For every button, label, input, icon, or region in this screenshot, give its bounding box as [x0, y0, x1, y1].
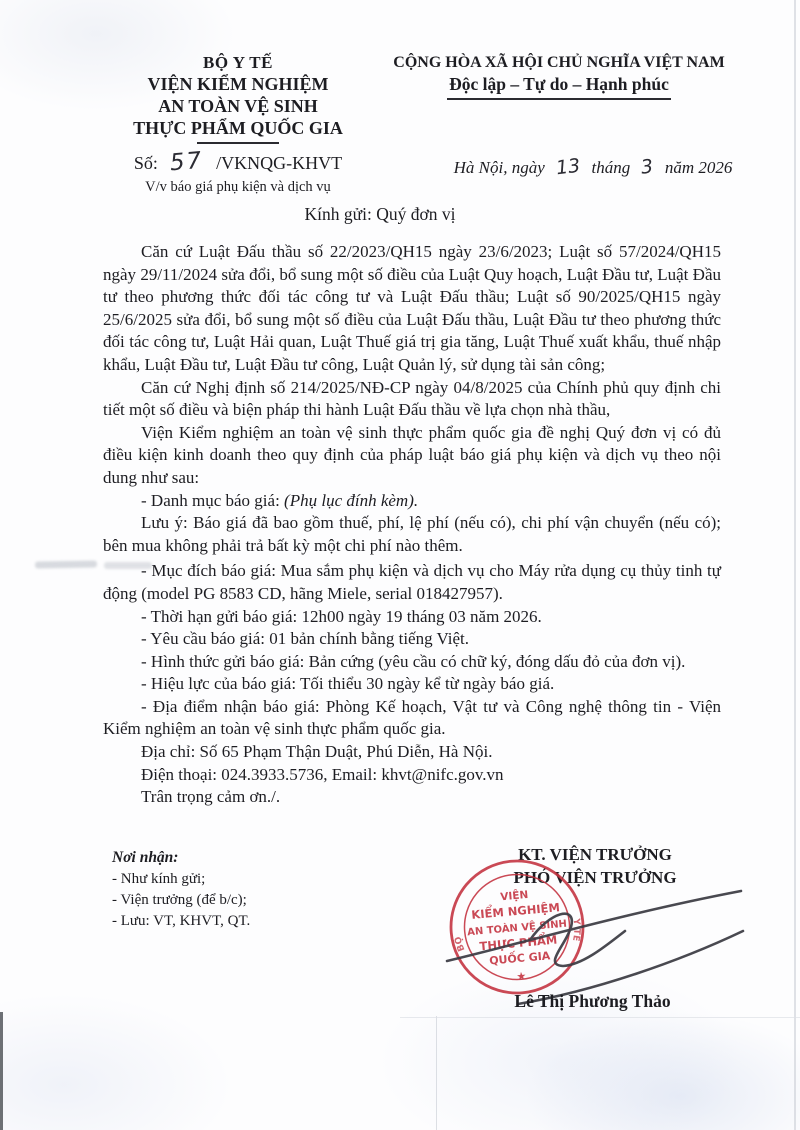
ministry-name: BỘ Y TẾ	[203, 53, 273, 72]
handwritten-day: 13	[554, 154, 582, 180]
org-name-line2: AN TOÀN VỆ SINH	[158, 96, 318, 116]
item-luu-y: Lưu ý: Báo giá đã bao gồm thuế, phí, lệ phí (nếu có), chi phí vận chuyển (nếu có); bên mua không phải trả bất kỳ một chi phí nào thêm.	[103, 513, 721, 555]
org-name-line3: THỰC PHẨM QUỐC GIA	[133, 118, 343, 138]
stamp-star-icon: ★	[515, 969, 527, 984]
scan-smudge	[104, 562, 152, 569]
item-hieu-luc: - Hiệu lực của báo giá: Tối thiểu 30 ngày kể từ ngày báo giá.	[141, 674, 555, 694]
recipient-item: - Như kính gửi;	[112, 871, 206, 887]
item-hinh-thuc: - Hình thức gửi báo giá: Bản cứng (yêu cầu có chữ ký, đóng dấu đỏ của đơn vị).	[141, 651, 686, 671]
number-label: Số:	[133, 153, 158, 173]
scan-edge-shadow	[0, 1012, 3, 1130]
date-suffix: năm 2026	[664, 158, 733, 177]
document-number-line	[108, 147, 368, 177]
date-line	[428, 156, 758, 178]
signer-title-kt: KT. VIỆN TRƯỞNG	[518, 845, 672, 864]
stamp-line-5: QUỐC GIA	[488, 949, 551, 968]
header-issuing-org	[108, 52, 368, 198]
header-national-motto	[375, 54, 743, 100]
handwritten-number: 57	[169, 147, 205, 177]
item-dia-diem: - Địa điểm nhận báo giá: Phòng Kế hoạch, Vật tư và Công nghệ thông tin - Viện Kiểm nghiệm an toàn vệ sinh thực phẩm quốc gia.	[103, 696, 721, 739]
date-mid: tháng	[591, 158, 631, 177]
national-title: CỘNG HÒA XÃ HỘI CHỦ NGHĨA VIỆT NAM	[393, 54, 725, 71]
paragraph-legal-basis-2: Căn cứ Nghị định số 214/2025/NĐ-CP ngày 04/8/2025 của Chính phủ quy định chi tiết một số điều và biện pháp thi hành Luật Đấu thầu về lựa chọn nhà thầu,	[103, 377, 721, 420]
subject-line: V/v báo giá phụ kiện và dịch vụ	[145, 179, 331, 195]
item-danh-muc	[103, 490, 721, 513]
paragraph-legal-basis-1: Căn cứ Luật Đấu thầu số 22/2023/QH15 ngày 23/6/2023; Luật số 57/2024/QH15 ngày 29/11/2024 sửa đổi, bổ sung một số điều của Luật Quy hoạch, Luật Đầu tư, Luật Đầu tư theo phương thức đối tác công tư và Luật Đấu thầu; Luật số 90/2025/QH15 ngày 25/6/2025 sửa đổi, bổ sung một số điều của Luật Đấu thầu, Luật Đầu tư theo phương thức đối tác công tư, Luật Hải quan, Luật Thuế giá trị gia tăng, Luật Thuế xuất khẩu, thuế nhập khẩu, Luật Đầu tư, Luật Đầu tư công, Luật Quản lý, sử dụng tài sản công;	[103, 242, 721, 374]
stamp-line-3: AN TOÀN VỆ SINH	[466, 918, 568, 939]
date-prefix: Hà Nội, ngày	[453, 158, 545, 177]
item-yeu-cau: - Yêu cầu báo giá: 01 bản chính bằng tiếng Việt.	[141, 629, 470, 649]
item-dia-chi: Địa chỉ: Số 65 Phạm Thận Duật, Phú Diễn, Hà Nội.	[141, 742, 493, 762]
national-motto: Độc lập – Tự do – Hạnh phúc	[447, 74, 671, 100]
number-suffix: /VKNQG-KHVT	[216, 153, 343, 173]
letter-body	[103, 241, 721, 809]
scan-edge-line	[794, 0, 796, 1130]
paper-fold-line	[436, 1016, 437, 1130]
recipients-label: Nơi nhận:	[112, 849, 179, 866]
item-closing: Trân trọng cảm ơn./.	[141, 787, 281, 807]
salutation: Kính gửi: Quý đơn vị	[304, 204, 456, 224]
scan-artifact-line	[400, 1017, 800, 1018]
stamp-line-4: THỰC PHẨM	[478, 932, 558, 954]
recipient-item: - Viện trưởng (để b/c);	[112, 892, 247, 908]
item-dien-thoai: Điện thoại: 024.3933.5736, Email: khvt@nifc.gov.vn	[141, 764, 504, 784]
paragraph-request: Viện Kiểm nghiệm an toàn vệ sinh thực phẩm quốc gia đề nghị Quý đơn vị có đủ điều kiện kinh doanh theo quy định của pháp luật báo giá phụ kiện và dịch vụ theo nội dung như sau:	[103, 422, 721, 487]
scan-smudge	[35, 560, 97, 568]
stamp-line-2: KIỂM NGHIỆM	[470, 900, 561, 922]
item-muc-dich: - Mục đích báo giá: Mua sắm phụ kiện và dịch vụ cho Máy rửa dụng cụ thủy tinh tự động (model PG 8583 CD, hãng Miele, serial 018427957).	[103, 561, 721, 603]
recipient-item: - Lưu: VT, KHVT, QT.	[112, 913, 251, 929]
stamp-ring-left-text: BỘ	[453, 935, 468, 953]
item-thoi-han: - Thời hạn gửi báo giá: 12h00 ngày 19 tháng 03 năm 2026.	[141, 606, 542, 626]
signer-name: Lê Thị Phương Thảo	[514, 991, 671, 1011]
recipients-block	[112, 847, 372, 932]
item-danh-muc-attachment: (Phụ lục đính kèm).	[284, 490, 419, 510]
handwritten-month: 3	[640, 155, 655, 179]
item-danh-muc-prefix: - Danh mục báo giá:	[141, 490, 285, 510]
org-name-line1: VIỆN KIỂM NGHIỆM	[147, 74, 329, 94]
stamp-line-1: VIỆN	[499, 888, 529, 904]
signer-title-pho: PHÓ VIỆN TRƯỞNG	[513, 868, 677, 887]
org-underline	[197, 142, 279, 144]
stamp-ring-right-text: Y TẾ	[569, 918, 582, 942]
